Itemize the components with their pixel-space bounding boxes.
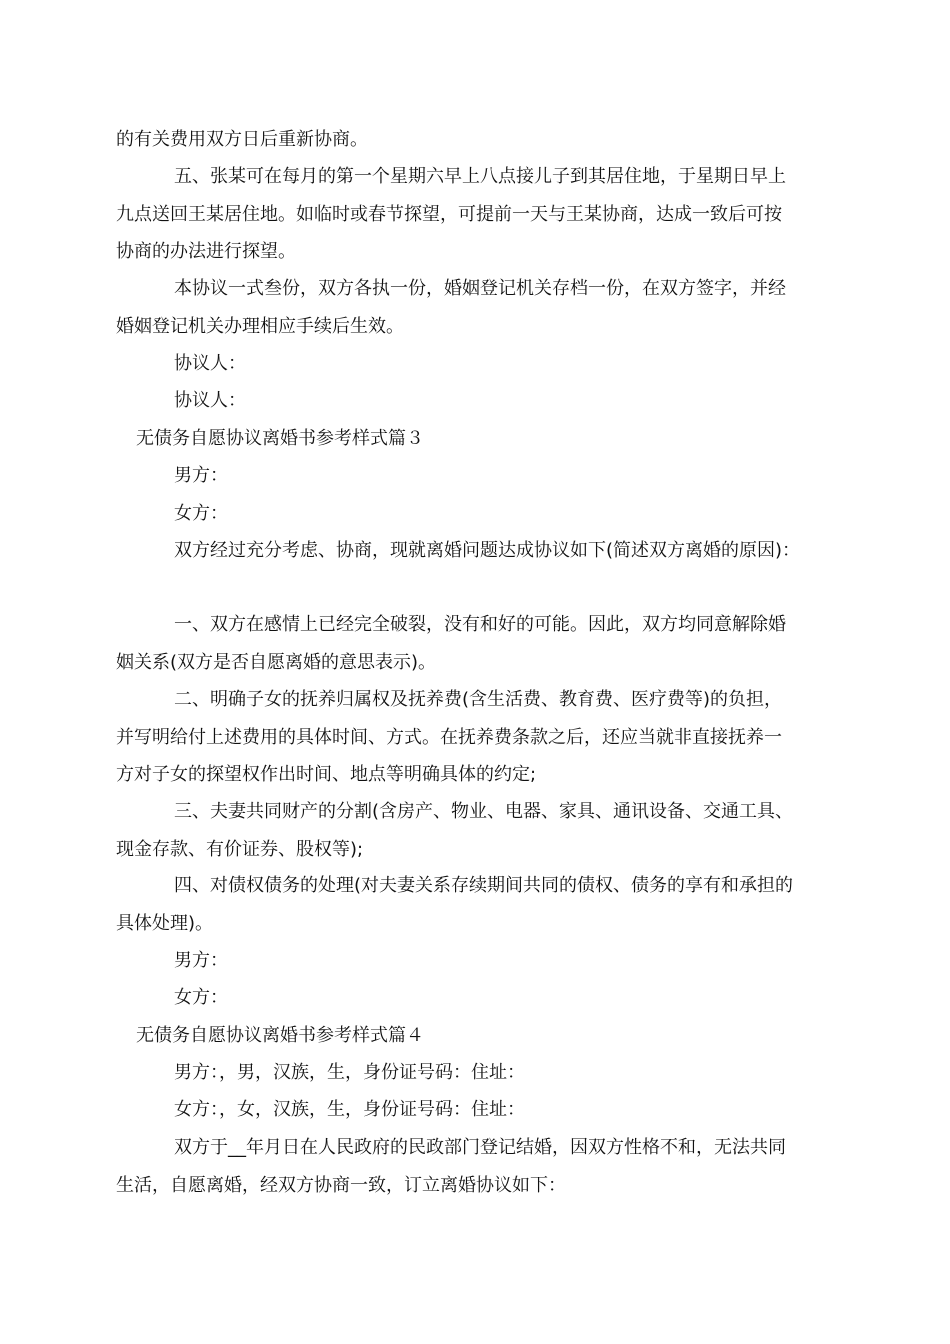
text-line: 协议人： bbox=[174, 390, 246, 411]
paragraph-clause-4 bbox=[116, 867, 793, 942]
female-signature-label bbox=[174, 979, 228, 1017]
female-party-label bbox=[174, 495, 228, 533]
section-heading-4 bbox=[136, 1017, 424, 1055]
paragraph-visitation-clause bbox=[116, 158, 786, 271]
text-line: 本协议一式叁份，双方各执一份，婚姻登记机关存档一份，在双方签字，并经 bbox=[174, 278, 786, 299]
text-line: 女方： bbox=[174, 987, 228, 1008]
signature-party-2 bbox=[174, 382, 246, 420]
text-line: 无债务自愿协议离婚书参考样式篇４ bbox=[136, 1025, 424, 1046]
text-line: 无债务自愿协议离婚书参考样式篇３ bbox=[136, 428, 424, 449]
text-line: 婚姻登记机关办理相应手续后生效。 bbox=[116, 315, 404, 337]
paragraph-clause-3 bbox=[116, 793, 793, 868]
text-line: 男方：，男，汉族，生，身份证号码：住址： bbox=[174, 1062, 525, 1083]
signature-party-1 bbox=[174, 345, 246, 383]
text-line: 男方： bbox=[174, 950, 228, 971]
paragraph-marriage-registration bbox=[116, 1129, 786, 1204]
text-line: 具体处理)。 bbox=[116, 912, 214, 934]
text-line: 生活，自愿离婚，经双方协商一致，订立离婚协议如下： bbox=[116, 1174, 566, 1196]
text-line: 三、夫妻共同财产的分割(含房产、物业、电器、家具、通讯设备、交通工具、 bbox=[174, 801, 794, 822]
text-line: 双方于__年月日在人民政府的民政部门登记结婚，因双方性格不和，无法共同 bbox=[174, 1137, 786, 1158]
text-line: 姻关系(双方是否自愿离婚的意思表示)。 bbox=[116, 651, 437, 673]
paragraph-agreement-intro bbox=[174, 532, 800, 570]
male-signature-label bbox=[174, 942, 228, 980]
text-line: 九点送回王某居住地。如临时或春节探望，可提前一天与王某协商，达成一致后可按 bbox=[116, 203, 782, 225]
paragraph-clause-2 bbox=[116, 681, 782, 794]
male-party-details bbox=[174, 1054, 525, 1092]
text-line: 女方：，女，汉族，生，身份证号码：住址： bbox=[174, 1099, 525, 1120]
paragraph-clause-1 bbox=[116, 606, 786, 681]
paragraph-copies-clause bbox=[116, 270, 786, 345]
text-line: 并写明给付上述费用的具体时间、方式。在抚养费条款之后，还应当就非直接抚养一 bbox=[116, 726, 782, 748]
text-line: 协商的办法进行探望。 bbox=[116, 241, 296, 262]
text-line: 女方： bbox=[174, 503, 228, 524]
text-line: 的有关费用双方日后重新协商。 bbox=[116, 129, 368, 150]
section-heading-3 bbox=[136, 420, 424, 458]
paragraph-fee-renegotiate bbox=[116, 121, 368, 159]
text-line: 四、对债权债务的处理(对夫妻关系存续期间共同的债权、债务的享有和承担的 bbox=[174, 875, 794, 896]
text-line: 协议人： bbox=[174, 353, 246, 374]
female-party-details bbox=[174, 1091, 525, 1129]
text-line: 双方经过充分考虑、协商，现就离婚问题达成协议如下(简述双方离婚的原因)： bbox=[174, 540, 801, 561]
text-line: 现金存款、有价证券、股权等); bbox=[116, 838, 364, 860]
text-line: 五、张某可在每月的第一个星期六早上八点接儿子到其居住地，于星期日早上 bbox=[174, 166, 786, 187]
text-line: 男方： bbox=[174, 465, 228, 486]
text-line: 方对子女的探望权作出时间、地点等明确具体的约定; bbox=[116, 764, 537, 785]
male-party-label bbox=[174, 457, 228, 495]
text-line: 二、明确子女的抚养归属权及抚养费(含生活费、教育费、医疗费等)的负担， bbox=[174, 689, 783, 710]
text-line: 一、双方在感情上已经完全破裂，没有和好的可能。因此，双方均同意解除婚 bbox=[174, 614, 786, 635]
